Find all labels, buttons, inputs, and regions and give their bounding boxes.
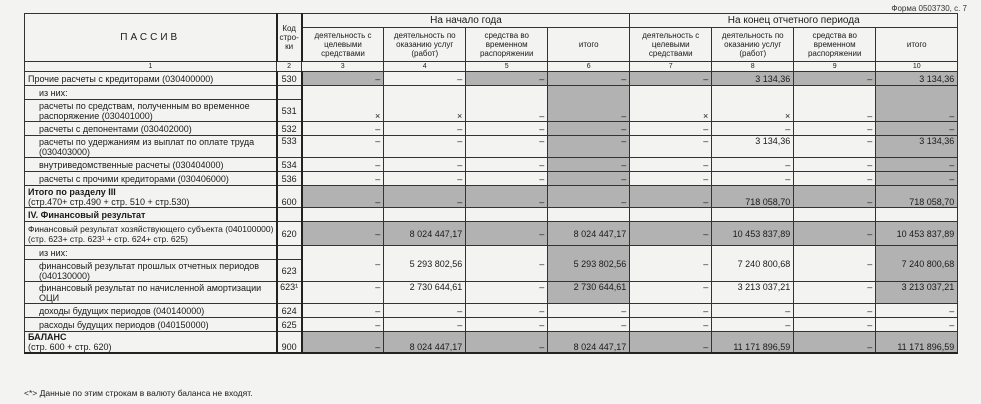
cell: 2 730 644,61 xyxy=(384,282,466,304)
cell: – xyxy=(876,172,958,186)
row-code: 536 xyxy=(277,172,302,186)
cell: – xyxy=(630,158,712,172)
table-row xyxy=(25,158,958,172)
cell: – xyxy=(794,246,876,282)
cell: – xyxy=(466,86,548,122)
col-header: деятельность с целевыми средствами xyxy=(630,28,712,62)
cell: – xyxy=(712,158,794,172)
cell: – xyxy=(466,282,548,304)
cell: 5 293 802,56 xyxy=(384,246,466,282)
cell: – xyxy=(384,172,466,186)
table-row xyxy=(25,186,958,208)
row-code: 623¹ xyxy=(277,282,302,304)
cell: – xyxy=(794,72,876,86)
cell: 718 058,70 xyxy=(712,186,794,208)
cell: – xyxy=(712,122,794,136)
cell: – xyxy=(384,72,466,86)
cell: 718 058,70 xyxy=(876,186,958,208)
row-label: расчеты с депонентами (030402000) xyxy=(25,122,277,136)
cell: – xyxy=(794,136,876,158)
cell: – xyxy=(302,158,384,172)
row-code: 532 xyxy=(277,122,302,136)
cell: – xyxy=(466,222,548,246)
cell: – xyxy=(302,222,384,246)
cell: – xyxy=(712,172,794,186)
table-row xyxy=(25,222,958,246)
cell: – xyxy=(302,72,384,86)
row-code: 531 xyxy=(277,100,302,122)
balance-formula: (стр. 600 + стр. 620) xyxy=(28,342,112,352)
row-label: Финансовый результат хозяйствующего субъекта (040100000) (стр. 623+ стр. 623¹ + стр. 624+ стр. 625) xyxy=(25,222,277,246)
cell: – xyxy=(466,246,548,282)
cell: 2 730 644,61 xyxy=(548,282,630,304)
cell: 3 134,36 xyxy=(876,136,958,158)
row-label: расчеты по удержаниям из выплат по оплате труда (030403000) xyxy=(25,136,277,158)
cell: 11 171 896,59 xyxy=(876,332,958,354)
table-row xyxy=(25,86,958,100)
row-label: финансовый результат по начисленной амортизации ОЦИ xyxy=(25,282,277,304)
cell: – xyxy=(630,318,712,332)
cell: – xyxy=(384,186,466,208)
cell: – xyxy=(466,172,548,186)
col-index: 10 xyxy=(876,62,958,72)
col-header: итого xyxy=(876,28,958,62)
cell: – xyxy=(876,86,958,122)
cell: – xyxy=(384,304,466,318)
cell: – xyxy=(302,186,384,208)
col-header: средства во временном распоряжении xyxy=(466,28,548,62)
table-row xyxy=(25,318,958,332)
col-header: деятельность с целевыми средствами xyxy=(302,28,384,62)
cell: – xyxy=(876,122,958,136)
col-index: 8 xyxy=(712,62,794,72)
cell: – xyxy=(384,136,466,158)
cell: – xyxy=(466,332,548,354)
cell: – xyxy=(302,282,384,304)
cell: – xyxy=(794,318,876,332)
footnote: <*> Данные по этим строкам в валюту баланса не входят. xyxy=(24,388,253,398)
col-header: средства во временном распоряжении xyxy=(794,28,876,62)
cell: – xyxy=(548,186,630,208)
cell: – xyxy=(794,122,876,136)
cell: – xyxy=(548,122,630,136)
row-code: 623 xyxy=(277,260,302,282)
cell: 3 134,36 xyxy=(712,72,794,86)
cell: – xyxy=(794,332,876,354)
cell: 10 453 837,89 xyxy=(712,222,794,246)
row-label: внутриведомственные расчеты (030404000) xyxy=(25,158,277,172)
cell: 3 134,36 xyxy=(712,136,794,158)
table-row xyxy=(25,282,958,304)
cell: × xyxy=(384,86,466,122)
row-label: Прочие расчеты с кредиторами (030400000) xyxy=(25,72,277,86)
cell: – xyxy=(630,136,712,158)
cell: 7 240 800,68 xyxy=(876,246,958,282)
row-code: 624 xyxy=(277,304,302,318)
table-row xyxy=(25,122,958,136)
table-row xyxy=(25,332,958,354)
cell: – xyxy=(302,318,384,332)
row-label xyxy=(25,332,277,354)
col-header: деятельность по оказанию услуг (работ) xyxy=(384,28,466,62)
cell: – xyxy=(548,304,630,318)
section-total-formula: (стр.470+ стр.490 + стр. 510 + стр.530) xyxy=(28,196,190,207)
col-index: 5 xyxy=(466,62,548,72)
cell: – xyxy=(794,86,876,122)
row-code: 533 xyxy=(277,136,302,158)
cell: – xyxy=(630,246,712,282)
cell: – xyxy=(794,158,876,172)
cell: – xyxy=(466,318,548,332)
cell: – xyxy=(794,172,876,186)
cell: – xyxy=(466,158,548,172)
cell: – xyxy=(630,332,712,354)
balance-title: БАЛАНС xyxy=(28,332,67,342)
cell: – xyxy=(302,304,384,318)
cell: – xyxy=(712,304,794,318)
cell: – xyxy=(548,318,630,332)
col-index: 3 xyxy=(302,62,384,72)
cell: – xyxy=(876,304,958,318)
cell: – xyxy=(302,172,384,186)
cell: – xyxy=(302,246,384,282)
cell: – xyxy=(466,186,548,208)
row-code: 600 xyxy=(277,186,302,208)
cell: – xyxy=(630,304,712,318)
cell: – xyxy=(630,186,712,208)
cell: 7 240 800,68 xyxy=(712,246,794,282)
cell: – xyxy=(466,304,548,318)
end-of-period-header: На конец отчетного периода xyxy=(630,14,958,28)
cell: 5 293 802,56 xyxy=(548,246,630,282)
cell: × xyxy=(302,86,384,122)
balance-sheet xyxy=(24,13,958,354)
cell: 8 024 447,17 xyxy=(384,222,466,246)
cell: – xyxy=(384,318,466,332)
cell: – xyxy=(548,86,630,122)
col-index: 2 xyxy=(277,62,302,72)
table-row xyxy=(25,136,958,158)
cell: – xyxy=(794,222,876,246)
cell: – xyxy=(302,136,384,158)
col-index: 1 xyxy=(25,62,277,72)
cell: – xyxy=(876,158,958,172)
cell: – xyxy=(876,318,958,332)
cell: × xyxy=(712,86,794,122)
row-code: 900 xyxy=(277,332,302,354)
cell: 3 213 037,21 xyxy=(712,282,794,304)
cell: – xyxy=(384,122,466,136)
start-of-year-header: На начало года xyxy=(302,14,630,28)
cell: 10 453 837,89 xyxy=(876,222,958,246)
row-label: расчеты по средствам, полученным во временное распоряжение (030401000) xyxy=(25,100,277,122)
cell: – xyxy=(794,186,876,208)
row-label xyxy=(25,186,277,208)
cell: – xyxy=(548,172,630,186)
col-index: 9 xyxy=(794,62,876,72)
row-code: 530 xyxy=(277,72,302,86)
cell: – xyxy=(384,158,466,172)
row-label: из них: xyxy=(25,86,277,100)
row-label: расходы будущих периодов (040150000) xyxy=(25,318,277,332)
cell: – xyxy=(630,72,712,86)
section-total-title: Итого по разделу III xyxy=(28,186,116,197)
cell: – xyxy=(548,158,630,172)
cell: 3 213 037,21 xyxy=(876,282,958,304)
form-label: Форма 0503730, с. 7 xyxy=(891,4,967,13)
cell: – xyxy=(548,136,630,158)
cell: – xyxy=(466,136,548,158)
cell: – xyxy=(466,122,548,136)
cell: 8 024 447,17 xyxy=(384,332,466,354)
cell: – xyxy=(302,122,384,136)
cell: – xyxy=(302,332,384,354)
liability-table xyxy=(24,13,958,354)
cell: – xyxy=(794,304,876,318)
col-header: деятельность по оказанию услуг (работ) xyxy=(712,28,794,62)
row-label: финансовый результат прошлых отчетных периодов (040130000) xyxy=(25,260,277,282)
col-index: 6 xyxy=(548,62,630,72)
cell: – xyxy=(630,172,712,186)
cell: × xyxy=(630,86,712,122)
cell: – xyxy=(630,122,712,136)
table-row xyxy=(25,172,958,186)
row-code: 625 xyxy=(277,318,302,332)
cell: – xyxy=(466,72,548,86)
cell: 8 024 447,17 xyxy=(548,222,630,246)
row-label: доходы будущих периодов (040140000) xyxy=(25,304,277,318)
cell: – xyxy=(794,282,876,304)
row-label: расчеты с прочими кредиторами (030406000) xyxy=(25,172,277,186)
table-row xyxy=(25,208,958,222)
cell: 8 024 447,17 xyxy=(548,332,630,354)
col-header: итого xyxy=(548,28,630,62)
cell: 3 134,36 xyxy=(876,72,958,86)
cell: – xyxy=(548,72,630,86)
cell: – xyxy=(630,282,712,304)
table-row xyxy=(25,246,958,260)
cell: – xyxy=(712,318,794,332)
row-code: 620 xyxy=(277,222,302,246)
cell: – xyxy=(630,222,712,246)
code-header: Код стро-ки xyxy=(277,14,302,62)
liability-header: ПАССИВ xyxy=(25,14,277,62)
cell: 11 171 896,59 xyxy=(712,332,794,354)
row-code: 534 xyxy=(277,158,302,172)
row-label: из них: xyxy=(25,246,277,260)
table-row xyxy=(25,72,958,86)
table-row xyxy=(25,304,958,318)
section-title: IV. Финансовый результат xyxy=(25,208,277,222)
col-index: 4 xyxy=(384,62,466,72)
col-index: 7 xyxy=(630,62,712,72)
